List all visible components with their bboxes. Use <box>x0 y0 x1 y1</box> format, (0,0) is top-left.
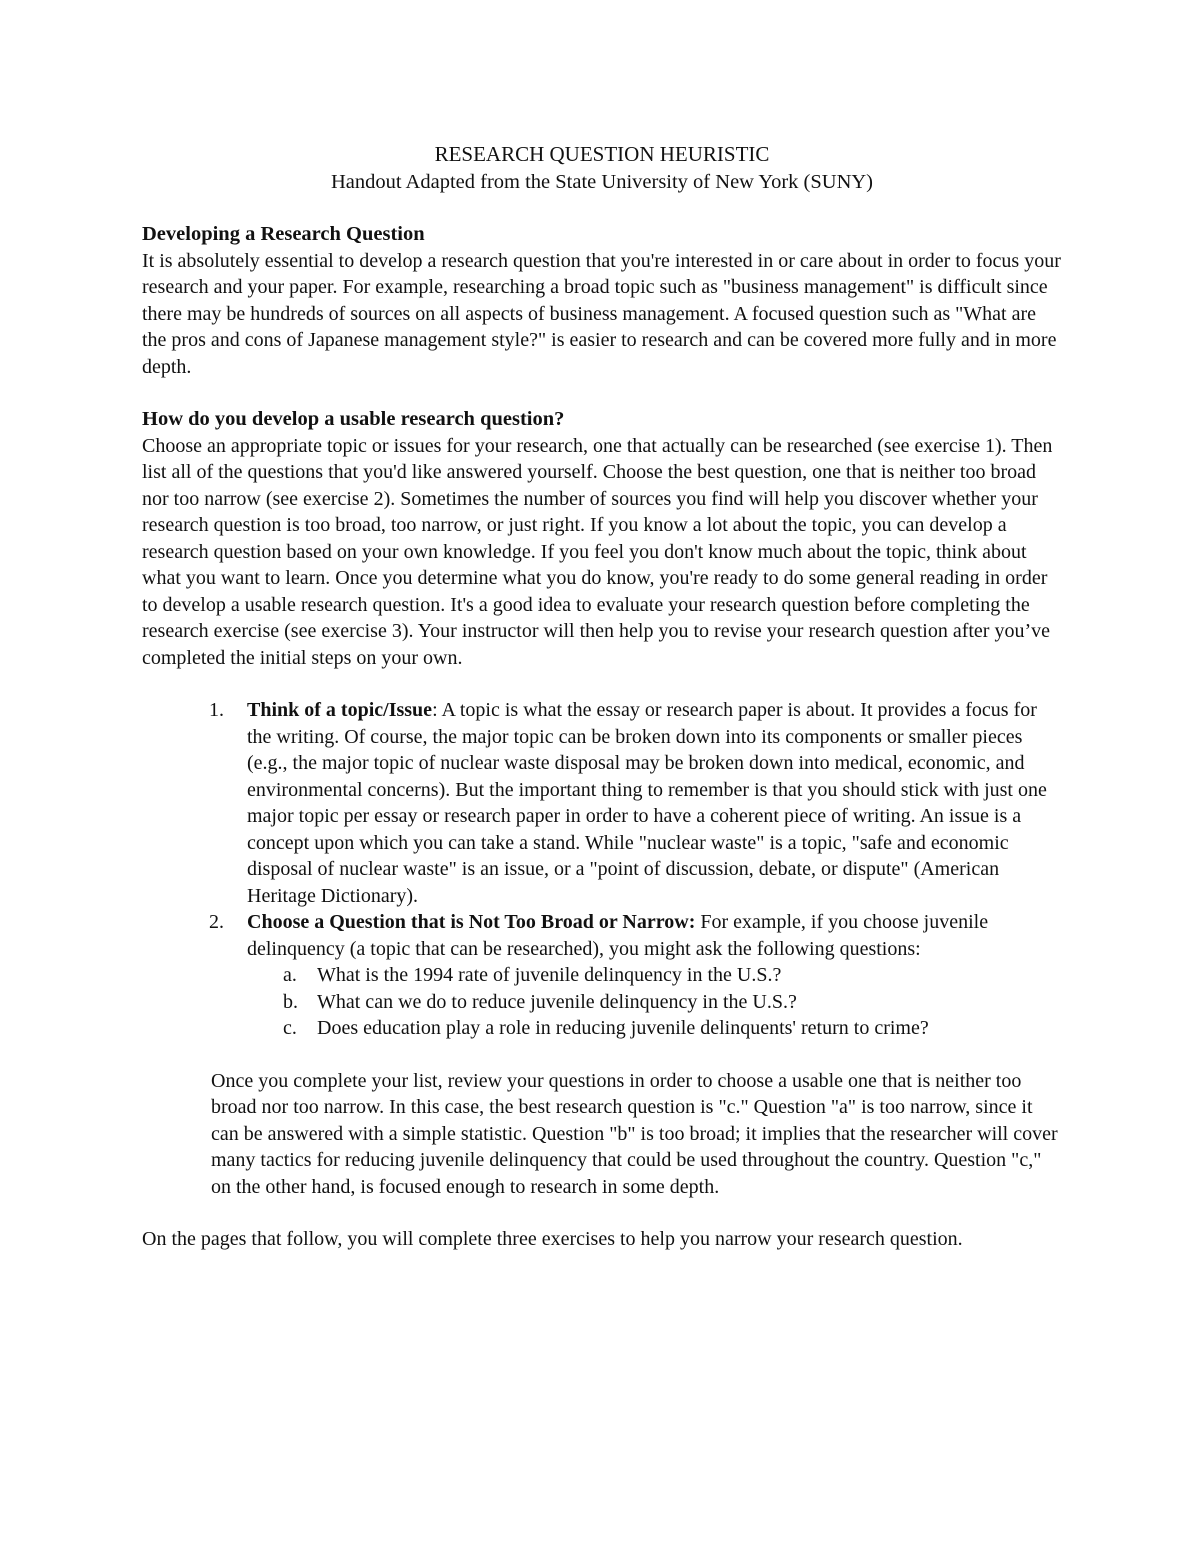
question-letter: a. <box>283 964 297 986</box>
question-item-c <box>283 1015 1062 1042</box>
question-text: Does education play a role in reducing juvenile delinquents' return to crime? <box>317 1017 929 1039</box>
question-text: What is the 1994 rate of juvenile delinquency in the U.S.? <box>317 964 782 986</box>
step-item-1 <box>209 697 1062 909</box>
question-letter: b. <box>283 990 298 1013</box>
step-number: 2. <box>209 911 224 933</box>
example-questions-list <box>247 962 1062 1042</box>
step-title: Think of a topic/Issue <box>247 699 433 721</box>
step-text: A topic is what the essay or research paper is about. It provides a focus for the writing. Of course, the major topic can be broken down into its components or smaller pieces (e.g., the major topic of nuclear waste disposal may be broken down into medical, economic, and environmental concerns). But the important thing to remember is that you should stick with just one major topic per essay or research paper in order to have a coherent piece of writing. An issue is a concept upon which you can take a stand. While "nuclear waste" is a topic, "safe and economic disposal of nuclear waste" is an issue, or a "point of discussion, debate, or dispute" (American Heritage Dictionary). <box>247 699 1047 907</box>
question-item-b <box>283 989 1062 1016</box>
step-item-2 <box>209 909 1062 1042</box>
step-number: 1. <box>209 699 224 721</box>
step-separator: : <box>432 699 438 721</box>
analysis-paragraph: Once you complete your list, review your questions in order to choose a usable one that is neither too broad nor too narrow. In this case, the best research question is "c." Question "a" is too narrow, since it can be answered with a simple statistic. Question "b" is too broad; it implies that the researcher will cover many tactics for reducing juvenile delinquency that could be used throughout the country. Question "c," on the other hand, is focused enough to research in some depth. <box>211 1069 1058 1198</box>
section-body-how: Choose an appropriate topic or issues for your research, one that actually can be researched (see exercise 1). Then list all of the questions that you'd like answered yourself. Choose the best question, one that is neither too broad nor too narrow (see exercise 2). Sometimes the number of sources you find will help you discover whether your research question is too broad, too narrow, or just right. If you know a lot about the topic, you can develop a research question based on your own knowledge. If you feel you don't know much about the topic, think about what you want to learn. Once you determine what you do know, you're ready to do some general reading in order to develop a usable research question. It's a good idea to evaluate your research question before completing the research exercise (see exercise 3). Your instructor will then help you to revise your research question after you’ve completed the initial steps on your own. <box>142 434 1053 669</box>
question-item-a <box>283 962 1062 989</box>
section-heading-how: How do you develop a usable research question? <box>142 408 565 430</box>
document-title: RESEARCH QUESTION HEURISTIC <box>434 142 770 166</box>
section-heading-developing: Developing a Research Question <box>142 223 425 245</box>
step-text: For example, if you choose juvenile delinquency (a topic that can be researched), you might ask the following questions: <box>247 911 989 960</box>
document-page <box>142 140 1062 1253</box>
steps-list <box>142 697 1062 1042</box>
question-text: What can we do to reduce juvenile delinquency in the U.S.? <box>317 990 797 1013</box>
document-subtitle: Handout Adapted from the State University of New York (SUNY) <box>330 171 874 193</box>
section-body-developing: It is absolutely essential to develop a research question that you're interested in or care about in order to focus your research and your paper. For example, researching a broad topic such as "business management" is difficult since there may be hundreds of sources on all aspects of business management. A focused question such as "What are the pros and cons of Japanese management style?" is easier to research and can be covered more fully and in more depth. <box>142 249 1061 378</box>
step-title: Choose a Question that is Not Too Broad or Narrow: <box>247 911 696 933</box>
question-letter: c. <box>283 1017 297 1039</box>
closing-paragraph: On the pages that follow, you will complete three exercises to help you narrow your research question. <box>142 1228 963 1250</box>
